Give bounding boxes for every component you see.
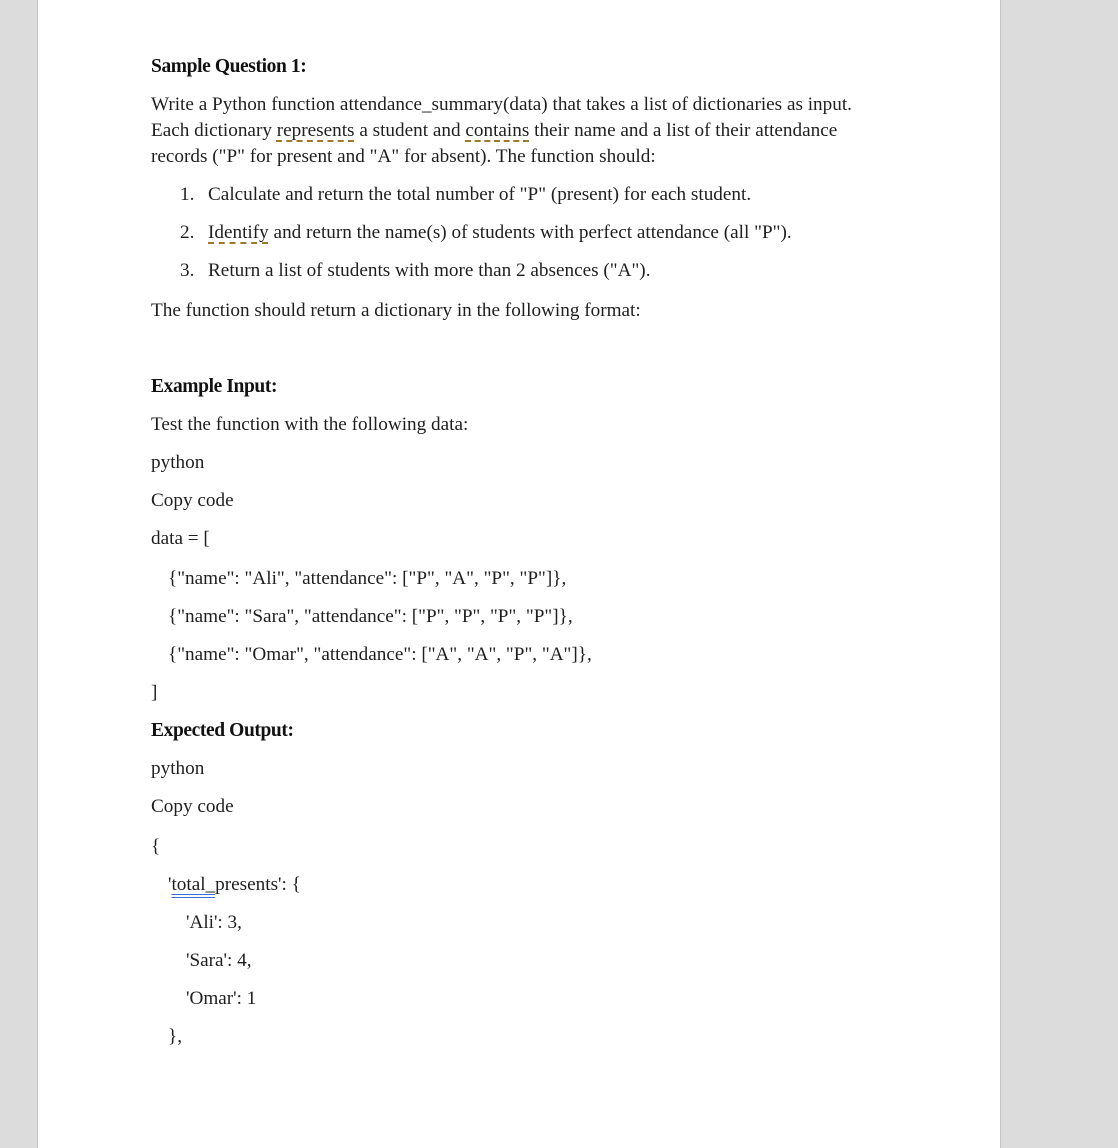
code-line: },: [168, 1026, 183, 1047]
code-line: [168, 872, 301, 898]
intro-text: Each dictionary: [151, 120, 277, 141]
example-input-heading: Example Input:: [151, 376, 278, 397]
document-page: [37, 0, 1001, 1148]
copy-code-text: Copy code: [151, 490, 234, 511]
list-item: [180, 220, 792, 246]
intro-line-3: records ("P" for present and "A" for absent). The function should:: [151, 146, 656, 167]
code-line: 'Ali': 3,: [186, 912, 242, 933]
spellcheck-word[interactable]: total_: [171, 874, 216, 895]
code-line: {: [151, 836, 161, 857]
intro-line-1: Write a Python function attendance_summary(data) that takes a list of dictionaries as input.: [151, 94, 852, 115]
example-input-desc: Test the function with the following data:: [151, 414, 469, 435]
list-number: 3.: [180, 260, 195, 281]
code-text: presents': {: [215, 874, 301, 895]
list-text: Calculate and return the total number of "P" (present) for each student.: [208, 184, 752, 205]
question-heading: Sample Question 1:: [151, 56, 307, 77]
intro-text: their name and a list of their attendance: [529, 120, 838, 141]
spellcheck-word[interactable]: contains: [465, 120, 530, 141]
code-line: {"name": "Ali", "attendance": ["P", "A", "P", "P"]},: [168, 568, 567, 589]
code-language-label: python: [151, 758, 205, 779]
expected-output-heading: Expected Output:: [151, 720, 294, 741]
code-line: 'Omar': 1: [186, 988, 257, 1009]
copy-code-text: Copy code: [151, 796, 234, 817]
code-text: ': [168, 874, 172, 895]
spellcheck-word[interactable]: represents: [276, 120, 355, 141]
intro-line-2: [151, 118, 837, 144]
code-line: {"name": "Sara", "attendance": ["P", "P", "P", "P"]},: [168, 606, 573, 627]
list-item: [180, 258, 651, 284]
list-item: [180, 182, 751, 208]
list-text: Return a list of students with more than 2 absences ("A").: [208, 260, 651, 281]
code-line: {"name": "Omar", "attendance": ["A", "A", "P", "A"]},: [168, 644, 592, 665]
spellcheck-word[interactable]: Identify: [208, 222, 269, 243]
list-number: 2.: [180, 222, 195, 243]
list-text: and return the name(s) of students with perfect attendance (all "P").: [268, 222, 792, 243]
list-number: 1.: [180, 184, 195, 205]
code-language-label: python: [151, 452, 205, 473]
code-line: 'Sara': 4,: [186, 950, 252, 971]
code-line: ]: [151, 682, 158, 703]
code-line: data = [: [151, 528, 210, 549]
return-format-text: The function should return a dictionary in the following format:: [151, 300, 641, 321]
intro-text: a student and: [354, 120, 466, 141]
